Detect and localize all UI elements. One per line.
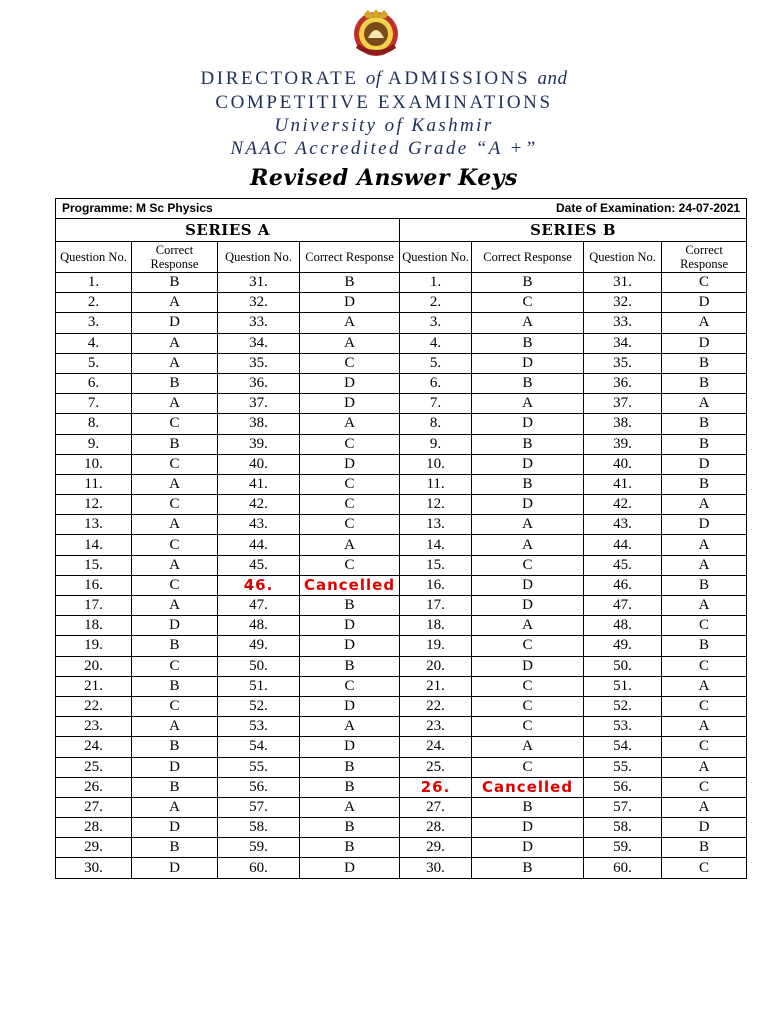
question-number-cell: 33. xyxy=(584,313,662,333)
question-number-cell: 34. xyxy=(218,333,300,353)
question-number-cell: 51. xyxy=(218,676,300,696)
response-cell: A xyxy=(132,717,218,737)
table-row xyxy=(56,636,747,656)
response-cell: D xyxy=(472,838,584,858)
question-number-cell: 58. xyxy=(584,818,662,838)
question-number-cell: 3. xyxy=(56,313,132,333)
question-number-cell: 29. xyxy=(400,838,472,858)
response-cell: D xyxy=(662,293,747,313)
question-number-cell: 10. xyxy=(56,454,132,474)
response-cell: A xyxy=(132,333,218,353)
question-number-cell: 36. xyxy=(584,373,662,393)
question-number-cell: 38. xyxy=(584,414,662,434)
question-number-cell: 31. xyxy=(218,273,300,293)
response-cell: B xyxy=(662,474,747,494)
table-row xyxy=(56,394,747,414)
response-cell: C xyxy=(300,353,400,373)
question-number-cell: 52. xyxy=(584,696,662,716)
question-number-cell: 32. xyxy=(584,293,662,313)
table-row xyxy=(56,575,747,595)
question-number-cell: 51. xyxy=(584,676,662,696)
question-number-cell: 49. xyxy=(218,636,300,656)
response-cell: C xyxy=(132,575,218,595)
response-cell: D xyxy=(300,696,400,716)
response-cell: C xyxy=(300,434,400,454)
question-number-cell: 1. xyxy=(400,273,472,293)
response-cell: B xyxy=(132,636,218,656)
col-response: Correct Response xyxy=(472,242,584,273)
question-number-cell: 52. xyxy=(218,696,300,716)
question-number-cell: 12. xyxy=(400,495,472,515)
answer-key-table xyxy=(55,198,747,879)
table-row xyxy=(56,737,747,757)
table-row xyxy=(56,818,747,838)
question-number-cell: 37. xyxy=(218,394,300,414)
col-question: Question No. xyxy=(56,242,132,273)
response-cell: B xyxy=(132,434,218,454)
response-cell: C xyxy=(300,676,400,696)
response-cell: D xyxy=(300,858,400,878)
question-number-cell: 45. xyxy=(218,555,300,575)
table-row xyxy=(56,434,747,454)
question-number-cell: 41. xyxy=(218,474,300,494)
response-cell: A xyxy=(662,596,747,616)
question-number-cell: 40. xyxy=(218,454,300,474)
response-cell: B xyxy=(300,777,400,797)
question-number-cell: 40. xyxy=(584,454,662,474)
directorate-heading xyxy=(0,68,768,90)
response-cell: D xyxy=(300,636,400,656)
response-cell: D xyxy=(472,454,584,474)
question-number-cell: 55. xyxy=(218,757,300,777)
question-number-cell: 4. xyxy=(400,333,472,353)
response-cell: A xyxy=(132,293,218,313)
question-number-cell: 36. xyxy=(218,373,300,393)
response-cell: A xyxy=(662,676,747,696)
response-cell: D xyxy=(300,394,400,414)
exam-date: Date of Examination: 24-07-2021 xyxy=(400,199,747,219)
question-number-cell: 21. xyxy=(56,676,132,696)
question-number-cell: 39. xyxy=(584,434,662,454)
table-row xyxy=(56,596,747,616)
question-number-cell: 28. xyxy=(400,818,472,838)
question-number-cell: 38. xyxy=(218,414,300,434)
response-cell: D xyxy=(132,757,218,777)
table-row xyxy=(56,797,747,817)
response-cell: C xyxy=(662,777,747,797)
question-number-cell: 32. xyxy=(218,293,300,313)
response-cell: C xyxy=(662,656,747,676)
question-number-cell: 59. xyxy=(218,838,300,858)
question-number-cell: 50. xyxy=(218,656,300,676)
question-number-cell: 24. xyxy=(56,737,132,757)
response-cell: A xyxy=(472,394,584,414)
question-number-cell: 35. xyxy=(218,353,300,373)
question-number-cell: 25. xyxy=(56,757,132,777)
question-number-cell: 17. xyxy=(400,596,472,616)
question-number-cell: 7. xyxy=(400,394,472,414)
question-number-cell: 26. xyxy=(56,777,132,797)
response-cell: B xyxy=(300,596,400,616)
question-number-cell: 33. xyxy=(218,313,300,333)
response-cell: B xyxy=(472,373,584,393)
question-number-cell: 30. xyxy=(400,858,472,878)
response-cell: D xyxy=(472,414,584,434)
response-cell: Cancelled xyxy=(472,777,584,797)
and-word: and xyxy=(537,68,568,89)
response-cell: A xyxy=(662,717,747,737)
question-number-cell: 34. xyxy=(584,333,662,353)
question-number-cell: 60. xyxy=(218,858,300,878)
response-cell: A xyxy=(132,394,218,414)
table-row xyxy=(56,676,747,696)
table-row xyxy=(56,777,747,797)
table-row xyxy=(56,656,747,676)
response-cell: C xyxy=(132,656,218,676)
response-cell: A xyxy=(662,495,747,515)
response-cell: A xyxy=(472,535,584,555)
table-row xyxy=(56,515,747,535)
response-cell: C xyxy=(472,757,584,777)
response-cell: D xyxy=(472,656,584,676)
response-cell: C xyxy=(662,273,747,293)
question-number-cell: 18. xyxy=(56,616,132,636)
table-row xyxy=(56,333,747,353)
response-cell: D xyxy=(472,596,584,616)
response-cell: A xyxy=(300,535,400,555)
response-cell: B xyxy=(132,777,218,797)
response-cell: D xyxy=(472,818,584,838)
question-number-cell: 22. xyxy=(56,696,132,716)
question-number-cell: 37. xyxy=(584,394,662,414)
question-number-cell: 21. xyxy=(400,676,472,696)
directorate-word: DIRECTORATE xyxy=(200,68,359,89)
question-number-cell: 28. xyxy=(56,818,132,838)
question-number-cell: 16. xyxy=(56,575,132,595)
response-cell: A xyxy=(300,333,400,353)
response-cell: B xyxy=(472,273,584,293)
question-number-cell: 27. xyxy=(56,797,132,817)
response-cell: C xyxy=(300,495,400,515)
response-cell: D xyxy=(132,858,218,878)
question-number-cell: 44. xyxy=(218,535,300,555)
question-number-cell: 14. xyxy=(56,535,132,555)
question-number-cell: 43. xyxy=(218,515,300,535)
response-cell: A xyxy=(662,313,747,333)
response-cell: B xyxy=(132,838,218,858)
response-cell: A xyxy=(662,757,747,777)
question-number-cell: 49. xyxy=(584,636,662,656)
col-response: Correct Response xyxy=(662,242,747,273)
response-cell: D xyxy=(300,293,400,313)
col-question: Question No. xyxy=(218,242,300,273)
question-number-cell: 2. xyxy=(400,293,472,313)
question-number-cell: 13. xyxy=(56,515,132,535)
response-cell: Cancelled xyxy=(300,575,400,595)
response-cell: B xyxy=(662,575,747,595)
question-number-cell: 5. xyxy=(56,353,132,373)
response-cell: C xyxy=(472,696,584,716)
response-cell: D xyxy=(300,616,400,636)
column-header-row xyxy=(56,242,747,273)
question-number-cell: 16. xyxy=(400,575,472,595)
question-number-cell: 9. xyxy=(56,434,132,454)
question-number-cell: 45. xyxy=(584,555,662,575)
question-number-cell: 12. xyxy=(56,495,132,515)
question-number-cell: 8. xyxy=(56,414,132,434)
response-cell: B xyxy=(472,858,584,878)
table-row xyxy=(56,616,747,636)
response-cell: A xyxy=(132,474,218,494)
response-cell: D xyxy=(132,818,218,838)
response-cell: D xyxy=(472,353,584,373)
table-row xyxy=(56,353,747,373)
question-number-cell: 39. xyxy=(218,434,300,454)
question-number-cell: 22. xyxy=(400,696,472,716)
question-number-cell: 4. xyxy=(56,333,132,353)
table-row xyxy=(56,696,747,716)
response-cell: D xyxy=(300,373,400,393)
response-cell: C xyxy=(132,495,218,515)
table-row xyxy=(56,454,747,474)
question-number-cell: 25. xyxy=(400,757,472,777)
question-number-cell: 8. xyxy=(400,414,472,434)
question-number-cell: 5. xyxy=(400,353,472,373)
col-question: Question No. xyxy=(584,242,662,273)
table-row xyxy=(56,414,747,434)
question-number-cell: 58. xyxy=(218,818,300,838)
series-b-heading: SERIES B xyxy=(400,219,747,242)
series-row xyxy=(56,219,747,242)
series-a-heading: SERIES A xyxy=(56,219,400,242)
response-cell: B xyxy=(662,353,747,373)
programme-label: Programme: M Sc Physics xyxy=(56,199,400,219)
response-cell: C xyxy=(132,535,218,555)
question-number-cell: 48. xyxy=(218,616,300,636)
response-cell: B xyxy=(300,818,400,838)
question-number-cell: 17. xyxy=(56,596,132,616)
response-cell: C xyxy=(472,293,584,313)
response-cell: C xyxy=(300,555,400,575)
table-row xyxy=(56,373,747,393)
question-number-cell: 11. xyxy=(56,474,132,494)
question-number-cell: 44. xyxy=(584,535,662,555)
programme-row xyxy=(56,199,747,219)
response-cell: B xyxy=(300,273,400,293)
response-cell: A xyxy=(300,717,400,737)
question-number-cell: 6. xyxy=(400,373,472,393)
response-cell: B xyxy=(662,414,747,434)
response-cell: D xyxy=(472,575,584,595)
response-cell: C xyxy=(132,696,218,716)
response-cell: B xyxy=(472,434,584,454)
response-cell: A xyxy=(132,353,218,373)
question-number-cell: 19. xyxy=(56,636,132,656)
response-cell: D xyxy=(300,737,400,757)
table-row xyxy=(56,273,747,293)
response-cell: A xyxy=(662,555,747,575)
competitive-heading: COMPETITIVE EXAMINATIONS xyxy=(215,92,553,113)
table-row xyxy=(56,293,747,313)
response-cell: A xyxy=(472,515,584,535)
response-cell: A xyxy=(662,394,747,414)
question-number-cell: 42. xyxy=(584,495,662,515)
response-cell: B xyxy=(662,636,747,656)
question-number-cell: 31. xyxy=(584,273,662,293)
response-cell: A xyxy=(472,313,584,333)
question-number-cell: 42. xyxy=(218,495,300,515)
response-cell: C xyxy=(472,676,584,696)
response-cell: A xyxy=(472,737,584,757)
question-number-cell: 7. xyxy=(56,394,132,414)
table-row xyxy=(56,535,747,555)
response-cell: B xyxy=(300,757,400,777)
response-cell: D xyxy=(662,333,747,353)
response-cell: B xyxy=(662,373,747,393)
admissions-word: ADMISSIONS xyxy=(388,68,531,89)
question-number-cell: 57. xyxy=(218,797,300,817)
question-number-cell: 29. xyxy=(56,838,132,858)
question-number-cell: 20. xyxy=(56,656,132,676)
response-cell: A xyxy=(662,535,747,555)
response-cell: B xyxy=(472,797,584,817)
question-number-cell: 56. xyxy=(584,777,662,797)
response-cell: C xyxy=(132,454,218,474)
response-cell: C xyxy=(472,717,584,737)
response-cell: B xyxy=(300,838,400,858)
response-cell: D xyxy=(300,454,400,474)
question-number-cell: 60. xyxy=(584,858,662,878)
question-number-cell: 46. xyxy=(584,575,662,595)
col-question: Question No. xyxy=(400,242,472,273)
of-word: of xyxy=(365,68,382,89)
response-cell: B xyxy=(662,838,747,858)
university-emblem-icon xyxy=(348,8,404,64)
question-number-cell: 14. xyxy=(400,535,472,555)
response-cell: D xyxy=(132,616,218,636)
response-cell: A xyxy=(132,596,218,616)
naac-grade: NAAC Accredited Grade “A +” xyxy=(230,138,538,159)
question-number-cell: 26. xyxy=(400,777,472,797)
response-cell: D xyxy=(662,454,747,474)
response-cell: C xyxy=(472,636,584,656)
question-number-cell: 46. xyxy=(218,575,300,595)
question-number-cell: 57. xyxy=(584,797,662,817)
question-number-cell: 23. xyxy=(56,717,132,737)
table-row xyxy=(56,313,747,333)
question-number-cell: 3. xyxy=(400,313,472,333)
page-title: Revised Answer Keys xyxy=(250,165,518,191)
question-number-cell: 2. xyxy=(56,293,132,313)
table-row xyxy=(56,555,747,575)
response-cell: B xyxy=(300,656,400,676)
question-number-cell: 47. xyxy=(218,596,300,616)
response-cell: C xyxy=(662,737,747,757)
response-cell: C xyxy=(662,858,747,878)
col-response: Correct Response xyxy=(300,242,400,273)
response-cell: B xyxy=(132,676,218,696)
response-cell: B xyxy=(472,333,584,353)
table-row xyxy=(56,838,747,858)
response-cell: A xyxy=(300,797,400,817)
question-number-cell: 9. xyxy=(400,434,472,454)
question-number-cell: 54. xyxy=(584,737,662,757)
response-cell: D xyxy=(662,818,747,838)
question-number-cell: 59. xyxy=(584,838,662,858)
response-cell: A xyxy=(132,555,218,575)
question-number-cell: 19. xyxy=(400,636,472,656)
question-number-cell: 24. xyxy=(400,737,472,757)
response-cell: A xyxy=(132,515,218,535)
table-row xyxy=(56,757,747,777)
question-number-cell: 27. xyxy=(400,797,472,817)
response-cell: C xyxy=(132,414,218,434)
question-number-cell: 13. xyxy=(400,515,472,535)
question-number-cell: 15. xyxy=(56,555,132,575)
table-row xyxy=(56,495,747,515)
question-number-cell: 35. xyxy=(584,353,662,373)
question-number-cell: 53. xyxy=(584,717,662,737)
response-cell: C xyxy=(662,616,747,636)
table-row xyxy=(56,858,747,878)
question-number-cell: 1. xyxy=(56,273,132,293)
response-cell: B xyxy=(662,434,747,454)
question-number-cell: 43. xyxy=(584,515,662,535)
response-cell: A xyxy=(132,797,218,817)
question-number-cell: 18. xyxy=(400,616,472,636)
response-cell: B xyxy=(472,474,584,494)
response-cell: C xyxy=(300,515,400,535)
question-number-cell: 6. xyxy=(56,373,132,393)
question-number-cell: 47. xyxy=(584,596,662,616)
response-cell: C xyxy=(662,696,747,716)
table-row xyxy=(56,717,747,737)
question-number-cell: 53. xyxy=(218,717,300,737)
response-cell: A xyxy=(300,414,400,434)
table-row xyxy=(56,474,747,494)
response-cell: B xyxy=(132,373,218,393)
response-cell: C xyxy=(472,555,584,575)
response-cell: A xyxy=(662,797,747,817)
question-number-cell: 20. xyxy=(400,656,472,676)
col-response: Correct Response xyxy=(132,242,218,273)
response-cell: D xyxy=(472,495,584,515)
question-number-cell: 54. xyxy=(218,737,300,757)
question-number-cell: 55. xyxy=(584,757,662,777)
response-cell: C xyxy=(300,474,400,494)
response-cell: A xyxy=(472,616,584,636)
question-number-cell: 56. xyxy=(218,777,300,797)
question-number-cell: 15. xyxy=(400,555,472,575)
question-number-cell: 50. xyxy=(584,656,662,676)
question-number-cell: 48. xyxy=(584,616,662,636)
response-cell: D xyxy=(132,313,218,333)
question-number-cell: 11. xyxy=(400,474,472,494)
question-number-cell: 30. xyxy=(56,858,132,878)
university-name: University of Kashmir xyxy=(274,115,494,136)
response-cell: B xyxy=(132,737,218,757)
response-cell: D xyxy=(662,515,747,535)
question-number-cell: 23. xyxy=(400,717,472,737)
response-cell: B xyxy=(132,273,218,293)
response-cell: A xyxy=(300,313,400,333)
question-number-cell: 41. xyxy=(584,474,662,494)
question-number-cell: 10. xyxy=(400,454,472,474)
